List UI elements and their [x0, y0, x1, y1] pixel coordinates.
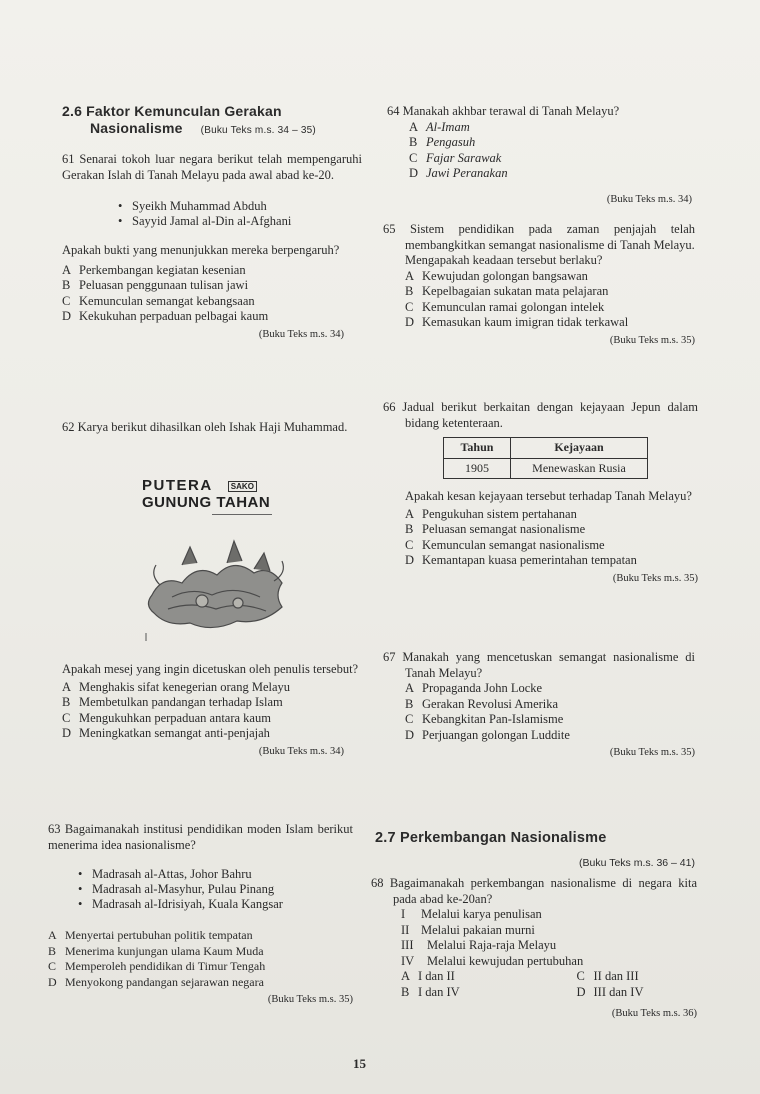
source-reference: (Buku Teks m.s. 36): [611, 1008, 697, 1019]
source-reference: (Buku Teks m.s. 35): [609, 747, 695, 758]
question-66: [383, 400, 698, 586]
question-62: [62, 420, 362, 436]
option-c[interactable]: C II dan III: [576, 969, 639, 983]
page-number: 15: [353, 1056, 366, 1071]
question-prompt: Apakah kesan kejayaan tersebut terhadap Tanah Melayu?: [405, 489, 692, 503]
question-stem: 63 Bagaimanakah institusi pendidikan moden Islam berikut menerima idea nasionalisme?: [48, 822, 353, 852]
question-68: [371, 876, 697, 1022]
section-title-line1: 2.6 Faktor Kemunculan Gerakan: [62, 103, 282, 119]
table-header: Tahun: [444, 438, 511, 459]
question-stem: 67 Manakah yang mencetuskan semangat nasionalisme di Tanah Melayu?: [383, 650, 695, 680]
option-b[interactable]: B I dan IV: [401, 984, 460, 999]
question-stem: 62 Karya berikut dihasilkan oleh Ishak Haji Muhammad.: [62, 420, 348, 434]
option-c[interactable]: C Kebangkitan Pan-Islamisme: [405, 712, 564, 726]
option-c[interactable]: C Kemunculan ramai golongan intelek: [405, 299, 605, 314]
book-title-line1: PUTERA: [142, 477, 213, 494]
question-62-body: [62, 662, 362, 759]
figure-list: [72, 867, 353, 912]
option-b[interactable]: B Membetulkan pandangan terhadap Islam: [62, 695, 283, 709]
option-a[interactable]: A Menghakis sifat kenegerian orang Melayu: [62, 679, 291, 694]
section-source: (Buku Teks m.s. 34 – 35): [200, 125, 316, 136]
question-stem: 64 Manakah akhbar terawal di Tanah Melayu?: [387, 104, 620, 118]
figure-list: [112, 199, 362, 229]
option-b[interactable]: B Pengasuh: [409, 135, 476, 149]
section-27-title: 2.7 Perkembangan Nasionalisme: [375, 830, 607, 846]
option-d[interactable]: D Kekukuhan perpaduan pelbagai kaum: [62, 309, 269, 323]
table-cell: Menewaskan Rusia: [511, 458, 648, 479]
author-badge: SAKO: [228, 481, 257, 492]
data-table: [443, 437, 648, 479]
option-d[interactable]: D Perjuangan golongan Luddite: [405, 727, 570, 742]
question-64: [387, 104, 692, 207]
option-d[interactable]: D III dan IV: [576, 984, 644, 999]
list-item: • Syeikh Muhammad Abduh: [112, 199, 362, 214]
option-b[interactable]: B Peluasan penggunaan tulisan jawi: [62, 278, 249, 292]
list-item: • Madrasah al-Idrisiyah, Kuala Kangsar: [72, 897, 353, 912]
question-stem: 66 Jadual berikut berkaitan dengan kejayaan Jepun dalam bidang ketenteraan.: [383, 400, 698, 430]
question-prompt: Apakah mesej yang ingin dicetuskan oleh penulis tersebut?: [62, 662, 359, 676]
option-c[interactable]: C Mengukuhkan perpaduan antara kaum: [62, 710, 271, 725]
option-c[interactable]: C Memperoleh pendidikan di Timur Tengah: [48, 959, 266, 973]
question-stem: 65 Sistem pendidikan pada zaman penjajah telah membangkitkan semangat nasionalisme di Tanah Melayu.: [383, 222, 695, 252]
question-prompt: Mengapakah keadaan tersebut berlaku?: [405, 253, 603, 267]
option-d[interactable]: D Jawi Peranakan: [409, 166, 508, 180]
option-a[interactable]: A I dan II: [401, 969, 455, 983]
list-item: • Madrasah al-Masyhur, Pulau Pinang: [72, 882, 353, 897]
source-reference: (Buku Teks m.s. 35): [609, 334, 695, 346]
option-d[interactable]: D Kemasukan kaum imigran tidak terkawal: [405, 315, 629, 329]
source-reference: (Buku Teks m.s. 34): [258, 745, 344, 757]
question-stem: 68 Bagaimanakah perkembangan nasionalisme di negara kita pada abad ke-20an?: [371, 876, 697, 906]
question-67: [383, 650, 695, 761]
table-header: Kejayaan: [511, 438, 648, 459]
source-reference: (Buku Teks m.s. 35): [612, 572, 698, 584]
section-26-title: [62, 103, 362, 139]
section-title-line2: Nasionalisme: [90, 120, 183, 136]
book-title-line2: GUNUNG TAHAN: [142, 493, 271, 511]
book-cover: [142, 478, 292, 643]
table-header-row: [444, 438, 648, 459]
list-item: • Madrasah al-Attas, Johor Bahru: [72, 867, 353, 882]
option-b[interactable]: B Kepelbagaian sukatan mata pelajaran: [405, 284, 609, 298]
question-63: [48, 822, 353, 1008]
option-c[interactable]: C Fajar Sarawak: [409, 150, 502, 165]
option-c[interactable]: C Kemunculan semangat kebangsaan: [62, 293, 255, 308]
statement-2: II Melalui pakaian murni: [401, 922, 535, 937]
statement-4: IV Melalui kewujudan pertubuhan: [401, 953, 584, 968]
option-a[interactable]: A Menyertai pertubuhan politik tempatan: [48, 928, 253, 942]
source-reference: (Buku Teks m.s. 35): [267, 994, 353, 1005]
statement-3: III Melalui Raja-raja Melayu: [401, 938, 557, 952]
option-a[interactable]: A Al-Imam: [409, 119, 470, 134]
option-b[interactable]: B Peluasan semangat nasionalisme: [405, 522, 586, 536]
option-a[interactable]: A Perkembangan kegiatan kesenian: [62, 262, 246, 277]
option-b[interactable]: B Gerakan Revolusi Amerika: [405, 696, 559, 711]
source-reference: (Buku Teks m.s. 34): [258, 328, 344, 340]
option-d[interactable]: D Kemantapan kuasa pemerintahan tempatan: [405, 553, 637, 567]
table-row: [444, 458, 648, 479]
statement-1: I Melalui karya penulisan: [401, 907, 542, 921]
question-stem: 61 Senarai tokoh luar negara berikut telah mempengaruhi Gerakan Islah di Tanah Melayu pada awal abad ke-20.: [62, 152, 362, 182]
book-illustration: [142, 525, 292, 645]
option-a[interactable]: A Propaganda John Locke: [405, 681, 543, 695]
table-cell: 1905: [444, 458, 511, 479]
list-item: • Sayyid Jamal al-Din al-Afghani: [112, 214, 362, 229]
option-a[interactable]: A Kewujudan golongan bangsawan: [405, 268, 588, 283]
question-prompt: Apakah bukti yang menunjukkan mereka berpengaruh?: [62, 243, 340, 257]
question-65: [383, 222, 695, 348]
section-source: (Buku Teks m.s. 36 – 41): [579, 857, 695, 869]
source-reference: (Buku Teks m.s. 34): [606, 193, 692, 205]
option-d[interactable]: D Menyokong pandangan sejarawan negara: [48, 974, 264, 989]
option-c[interactable]: C Kemunculan semangat nasionalisme: [405, 537, 605, 552]
option-a[interactable]: A Pengukuhan sistem pertahanan: [405, 506, 577, 521]
option-d[interactable]: D Meningkatkan semangat anti-penjajah: [62, 726, 270, 740]
question-61: [62, 152, 362, 342]
option-b[interactable]: B Menerima kunjungan ulama Kaum Muda: [48, 943, 264, 958]
